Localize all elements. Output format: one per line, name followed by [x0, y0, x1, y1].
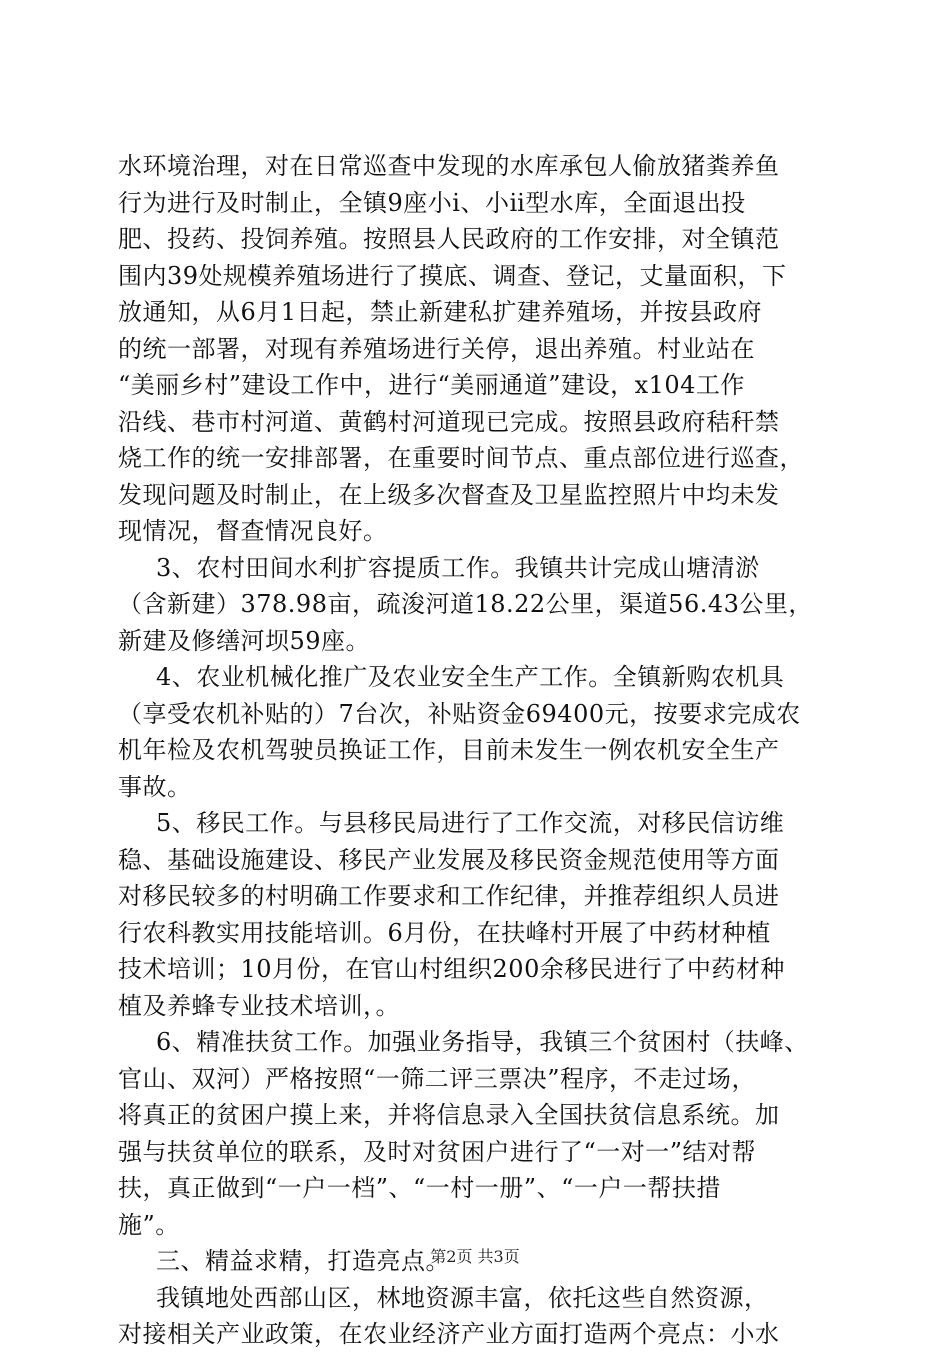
- text-line: 事故。: [118, 772, 192, 801]
- text-line: 强与扶贫单位的联系，及时对贫困户进行了“一对一”结对帮: [118, 1137, 757, 1166]
- text-line: 技术培训；10月份，在官山村组织200余移民进行了中药材种: [118, 955, 785, 983]
- text-line: 新建及修缮河坝59座。: [118, 626, 371, 655]
- text-line: 发现问题及时制止，在上级多次督查及卫星监控照片中均未发: [118, 480, 780, 509]
- text-line: 植及养蜂专业技术培训，。: [118, 991, 400, 1020]
- text-line: 对接相关产业政策，在农业经济产业方面打造两个亮点：小水: [118, 1320, 780, 1348]
- text-line: （享受农机补贴的）7台次，补贴资金69400元，按要求完成农: [118, 699, 801, 728]
- text-line: 施”。: [118, 1210, 180, 1239]
- document-body: [118, 148, 838, 1353]
- text-line: 5、移民工作。与县移民局进行了工作交流，对移民信访维: [156, 809, 785, 837]
- text-line: 稳、基础设施建设、移民产业发展及移民资金规范使用等方面: [118, 845, 780, 874]
- text-line: 水环境治理，对在日常巡查中发现的水库承包人偷放猪粪养鱼: [118, 152, 780, 180]
- text-line: 现情况，督查情况良好。: [118, 517, 388, 545]
- text-line: 机年检及农机驾驶员换证工作，目前未发生一例农机安全生产: [118, 736, 780, 764]
- text-line: 对移民较多的村明确工作要求和工作纪律，并推荐组织人员进: [118, 882, 780, 910]
- text-line: 将真正的贫困户摸上来，并将信息录入全国扶贫信息系统。加: [118, 1101, 780, 1129]
- text-line: 围内39处规模养殖场进行了摸底、调查、登记，丈量面积，下: [118, 261, 787, 290]
- text-line: 行农科教实用技能培训。6月份，在扶峰村开展了中药材种植: [118, 918, 771, 947]
- text-line: （含新建）378.98亩，疏浚河道18.22公里，渠道56.43公里，: [118, 590, 813, 618]
- text-line: 沿线、巷市村河道、黄鹤村河道现已完成。按照县政府秸秆禁: [118, 407, 780, 436]
- text-line: “美丽乡村”建设工作中，进行“美丽通道”建设，x104工作: [118, 371, 745, 399]
- text-line: 肥、投药、投饲养殖。按照县人民政府的工作安排，对全镇范: [118, 225, 780, 253]
- text-line: 放通知，从6月1日起，禁止新建私扩建养殖场，并按县政府: [118, 298, 763, 326]
- text-line: 行为进行及时制止，全镇9座小ⅰ、小ⅱ型水库，全面退出投: [118, 188, 746, 217]
- text-line: 我镇地处西部山区，林地资源丰富，依托这些自然资源，: [156, 1283, 769, 1312]
- text-line: 扶，真正做到“一户一档”、“一村一册”、“一户一帮扶措: [118, 1174, 721, 1202]
- text-line: 6、精准扶贫工作。加强业务指导，我镇三个贫困村（扶峰、: [156, 1028, 809, 1056]
- text-line: 烧工作的统一安排部署，在重要时间节点、重点部位进行巡查，: [118, 444, 804, 472]
- text-line: 三、精益求精，打造亮点。: [156, 1247, 450, 1275]
- text-line: 官山、双河）严格按照“一筛二评三票决”程序，不走过场，: [118, 1064, 757, 1093]
- text-line: 4、农业机械化推广及农业安全生产工作。全镇新购农机具: [156, 663, 785, 691]
- text-line: 3、农村田间水利扩容提质工作。我镇共计完成山塘清淤: [156, 553, 760, 582]
- text-line: 的统一部署，对现有养殖场进行关停，退出养殖。村业站在: [118, 334, 755, 363]
- page-footer: 第2页 共3页: [430, 1247, 520, 1266]
